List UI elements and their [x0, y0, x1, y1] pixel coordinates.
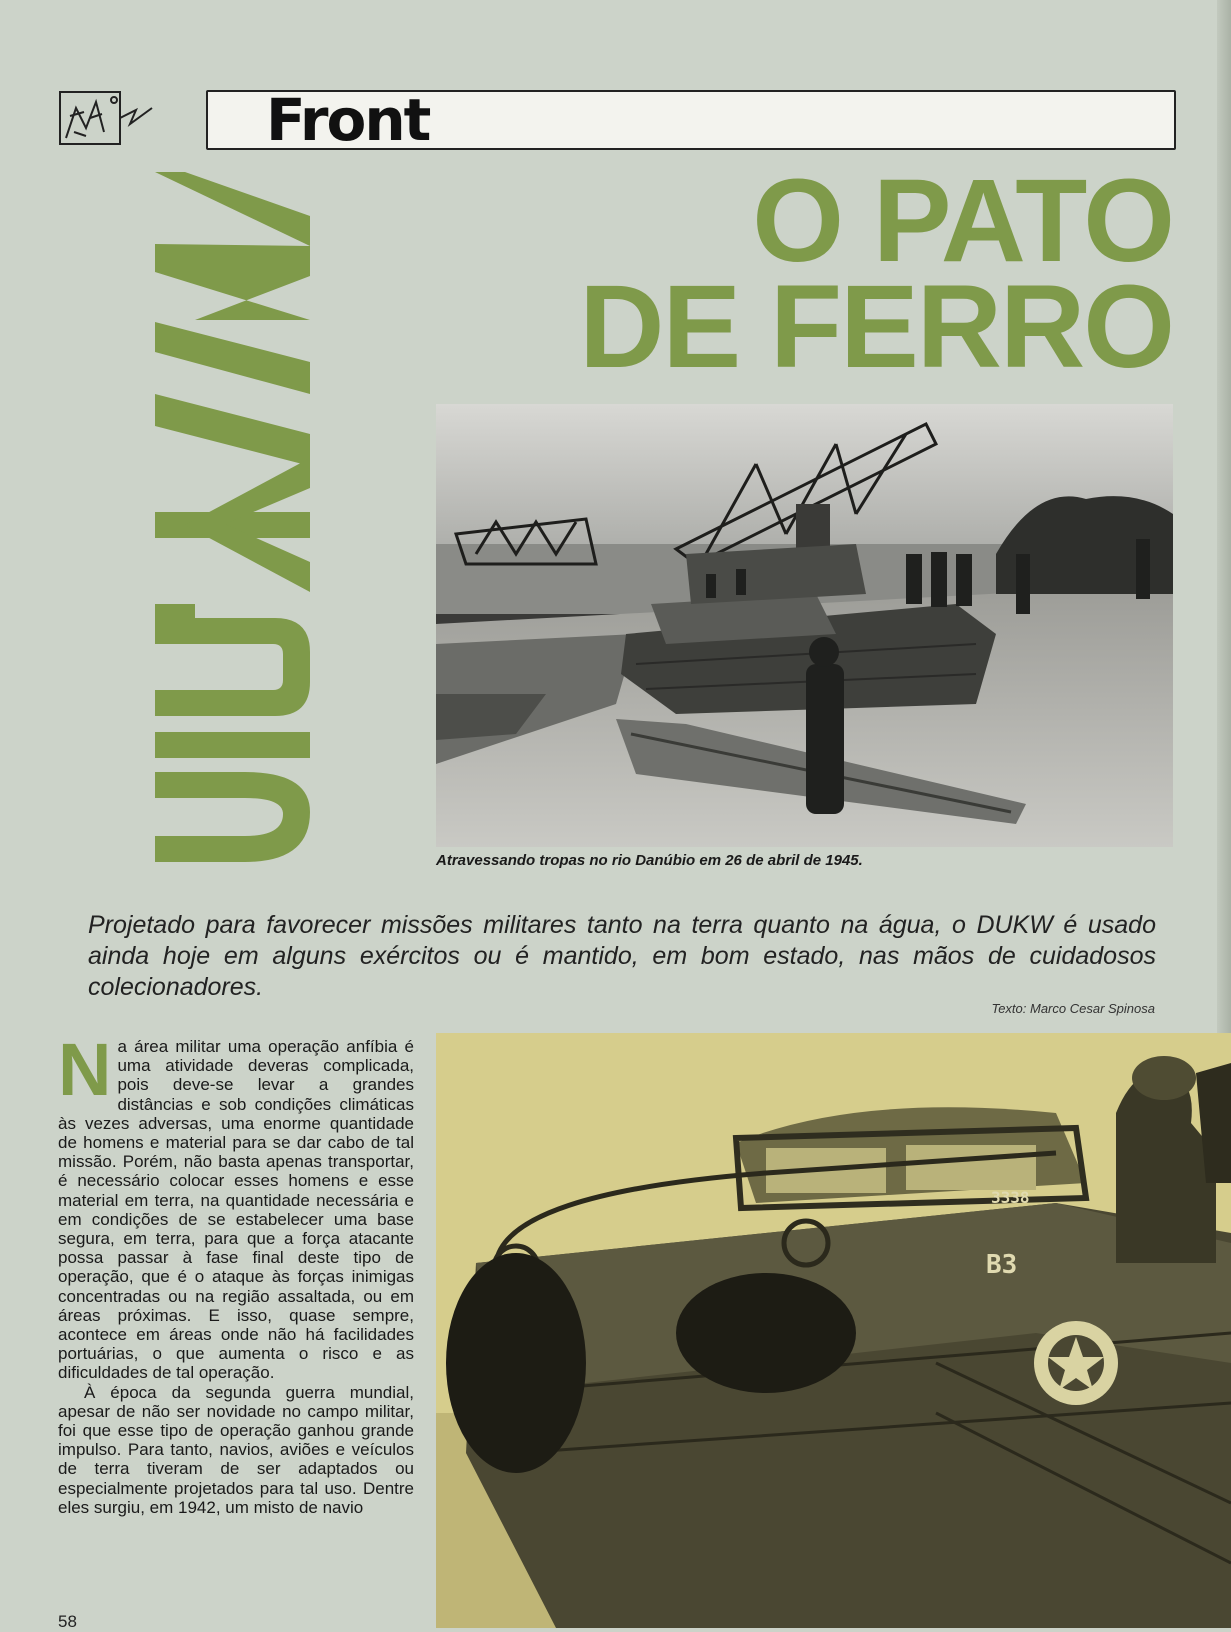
- dukw-closeup-image: [436, 1033, 1231, 1628]
- hull-marking-number: 3338: [991, 1188, 1030, 1207]
- article-byline: Texto: Marco Cesar Spinosa: [991, 1001, 1155, 1016]
- photo-danube-crossing: [436, 404, 1173, 847]
- article-body-column: [58, 1028, 414, 1517]
- photo-dukw-closeup: [436, 1033, 1231, 1628]
- dukw-vertical-title: [155, 172, 310, 862]
- hull-marking-b3: B3: [986, 1250, 1018, 1280]
- photo-caption: Atravessando tropas no rio Danúbio em 26 de abril de 1945.: [436, 852, 863, 869]
- page-number: 58: [58, 1612, 77, 1631]
- section-title: Front: [266, 86, 430, 154]
- article-intro: Projetado para favorecer missões militares tanto na terra quanto na água, o DUKW é usado ainda hoje em alguns exércitos ou é mantido, em bom estado, nas mãos de cuidadosos colecionadores.: [88, 911, 1156, 1001]
- article-headline: [579, 155, 1173, 393]
- drop-cap: N: [58, 1028, 112, 1111]
- danube-scene-image: [436, 404, 1173, 847]
- paragraph-1-text: a área militar uma operação anfíbia é uma atividade deveras complicada, pois deve-se levar a grandes distâncias e sob condições climáticas às vezes adversas, uma enorme quantidade de homens e material para se dar cabo de tal missão. Porém, não basta apenas transportar, é necessário colocar esses homens e esse material em terra, na quantidade necessária e em condições de se estabelecer uma base segura, em terra, para que a força atacante possa passar à fase final deste tipo de operação, que é o ataque às forças inimigas concentradas ou na região assaltada, ou em áreas próximas. E isso, quase sempre, acontece em áreas onde não há facilidades portuárias, o que aumenta o risco e as dificuldades de tal operação.: [58, 1037, 414, 1383]
- body-paragraph-2: À época da segunda guerra mundial, apesar de não ser novidade no campo militar, foi que esse tipo de operação ganhou grande impulso. Para tanto, navios, aviões e veículos de terra tiveram de ser adaptados ou especialmente projetados para tal uso. Dentre eles surgiu, em 1942, um misto de navio: [58, 1382, 414, 1517]
- headline-line-1: O PATO: [752, 155, 1173, 287]
- headline-line-2: DE FERRO: [579, 261, 1173, 393]
- front-section-logo-icon: [56, 88, 166, 148]
- section-header: [56, 86, 1174, 154]
- body-paragraph-1: [58, 1028, 414, 1383]
